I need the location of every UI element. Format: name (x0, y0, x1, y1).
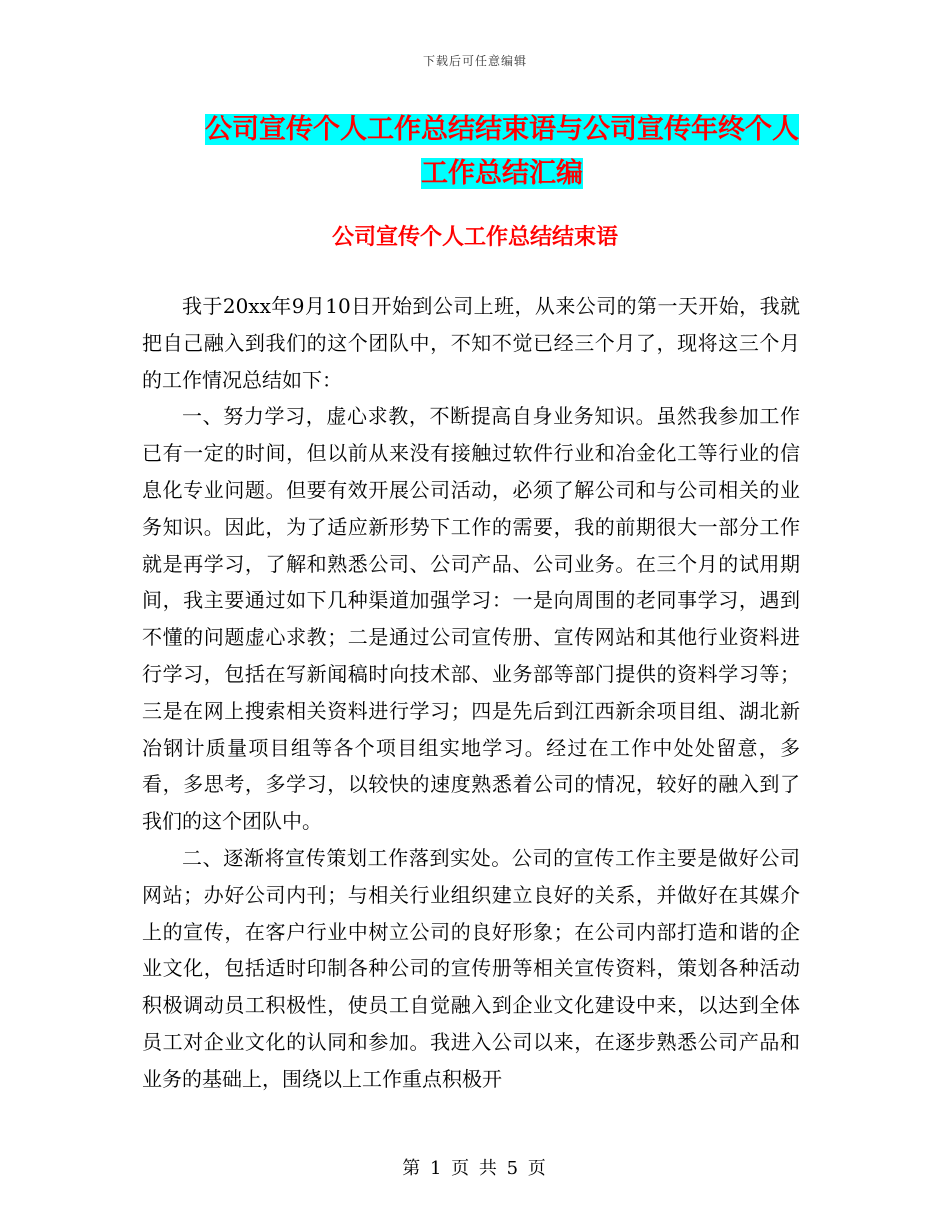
document-body (142, 288, 800, 1098)
page-footer: 第 1 页 共 5 页 (402, 1158, 548, 1179)
section-title: 公司宣传个人工作总结结束语 (331, 224, 618, 250)
header-note: 下载后可任意编辑 (422, 54, 527, 68)
body-paragraph: 我于20xx年9月10日开始到公司上班，从来公司的第一天开始，我就把自己融入到我们的这个团队中，不知不觉已经三个月了，现将这三个月的工作情况总结如下： (142, 294, 800, 392)
document-title-text: 公司宣传个人工作总结结束语与公司宣传年终个人工作总结汇编 (205, 114, 799, 189)
document-title (192, 108, 812, 196)
body-paragraph: 一、努力学习，虚心求教，不断提高自身业务知识。虽然我参加工作已有一定的时间，但以前从来没有接触过软件行业和冶金化工等行业的信息化专业问题。但要有效开展公司活动，必须了解公司和与公司相关的业务知识。因此，为了适应新形势下工作的需要，我的前期很大一部分工作就是再学习，了解和熟悉公司、公司产品、公司业务。在三个月的试用期间，我主要通过如下几种渠道加强学习：一是向周围的老同事学习，遇到不懂的问题虚心求教；二是通过公司宣传册、宣传网站和其他行业资料进行学习，包括在写新闻稿时向技术部、业务部等部门提供的资料学习等；三是在网上搜索相关资料进行学习；四是先后到江西新余项目组、湖北新冶钢计质量项目组等各个项目组实地学习。经过在工作中处处留意，多看，多思考，多学习，以较快的速度熟悉着公司的情况，较好的融入到了我们的这个团队中。 (142, 404, 800, 834)
body-paragraph: 二、逐渐将宣传策划工作落到实处。公司的宣传工作主要是做好公司网站；办好公司内刊；与相关行业组织建立良好的关系，并做好在其媒介上的宣传，在客户行业中树立公司的良好形象；在公司内部打造和谐的企业文化，包括适时印制各种公司的宣传册等相关宣传资料，策划各种活动积极调动员工积极性，使员工自觉融入到企业文化建设中来，以达到全体员工对企业文化的认同和参加。我进入公司以来，在逐步熟悉公司产品和业务的基础上，围绕以上工作重点积极开 (142, 845, 800, 1091)
